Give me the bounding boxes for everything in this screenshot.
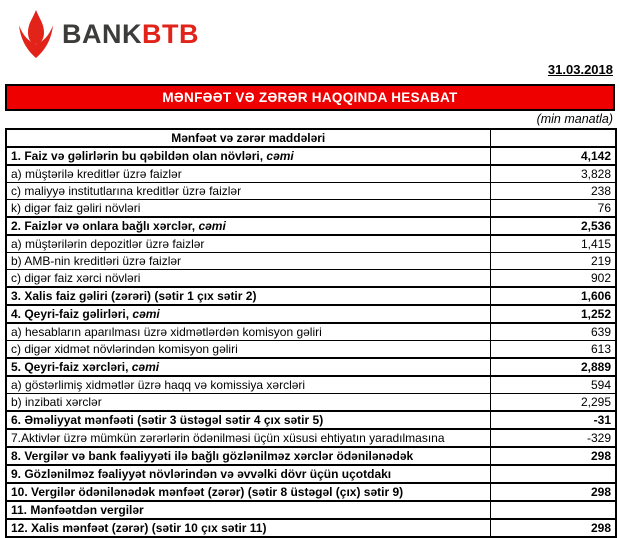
profit-loss-table <box>5 128 617 538</box>
table-row <box>6 501 616 519</box>
items-column-header: Mənfəət və zərər maddələri <box>6 129 490 147</box>
row-value: 238 <box>490 183 616 200</box>
report-date: 31.03.2018 <box>547 62 613 77</box>
row-label: a) müştərilə kreditlər üzrə faizlər <box>11 166 182 181</box>
row-label: 6. Əməliyyat mənfəəti (sətir 3 üstəgəl sətir 4 çıx sətir 5) <box>11 412 324 427</box>
row-label-italic: cəmi <box>132 306 160 321</box>
row-value: 76 <box>490 200 616 218</box>
row-label: 5. Qeyri-faiz xərcləri, <box>11 359 132 374</box>
row-value: 1,606 <box>490 287 616 305</box>
row-value: -31 <box>490 411 616 429</box>
table-row <box>6 429 616 447</box>
row-value: 298 <box>490 483 616 501</box>
flame-icon <box>16 9 56 59</box>
table-row <box>6 323 616 341</box>
row-value: -329 <box>490 429 616 447</box>
row-value: 1,252 <box>490 305 616 323</box>
row-label: a) hesabların aparılması üzrə xidmətlərdən komisyon gəliri <box>11 324 322 339</box>
row-label: 9. Gözlənilməz fəaliyyət növlərindən və əvvəlki dövr üçün uçotdakı <box>11 466 392 481</box>
row-value: 298 <box>490 447 616 465</box>
row-label-italic: cəmi <box>266 148 294 163</box>
row-label: a) göstərlimiş xidmətlər üzrə haqq və komissiya xərcləri <box>11 377 306 392</box>
table-row <box>6 270 616 288</box>
logo-bank-word: BANK <box>62 19 142 49</box>
row-label: b) AMB-nin kreditləri üzrə faizlər <box>11 253 182 268</box>
table-row <box>6 165 616 183</box>
row-value: 594 <box>490 376 616 394</box>
table-row <box>6 183 616 200</box>
row-label: 8. Vergilər və bank fəaliyyəti ilə bağlı gözlənilməz xərclər ödənilənədək <box>11 448 414 463</box>
table-row <box>6 411 616 429</box>
bank-logo-text <box>62 9 199 59</box>
value-column-header <box>490 129 616 147</box>
row-value: 2,889 <box>490 358 616 376</box>
row-value: 219 <box>490 253 616 270</box>
row-value: 3,828 <box>490 165 616 183</box>
row-value: 4,142 <box>490 147 616 165</box>
table-row <box>6 217 616 235</box>
row-value <box>490 465 616 483</box>
row-label: c) maliyyə institutlarına kreditlər üzrə faizlər <box>11 183 242 198</box>
row-label: 11. Mənfəətdən vergilər <box>11 502 144 517</box>
row-label: a) müştərilərin depozitlər üzrə faizlər <box>11 236 205 251</box>
row-label: 7.Aktivlər üzrə mümkün zərərlərin ödənilməsi üçün xüsusi ehtiyatın yaradılmasına <box>11 430 445 445</box>
row-label: k) digər faiz gəliri növləri <box>11 200 141 215</box>
row-value: 902 <box>490 270 616 288</box>
unit-note: (min manatla) <box>536 112 613 126</box>
table-row <box>6 253 616 270</box>
table-row <box>6 341 616 359</box>
row-label: 12. Xalis mənfəət (zərər) (sətir 10 çıx sətir 11) <box>11 520 267 535</box>
row-label-italic: cəmi <box>198 218 226 233</box>
bank-logo <box>0 0 620 60</box>
row-label: 4. Qeyri-faiz gəlirləri, <box>11 306 133 321</box>
table-row <box>6 235 616 253</box>
row-value: 613 <box>490 341 616 359</box>
table-row <box>6 200 616 218</box>
logo-btb-word: BTB <box>142 19 199 49</box>
table-row <box>6 305 616 323</box>
row-label-italic: cəmi <box>131 359 160 374</box>
report-title: MƏNFƏƏT VƏ ZƏRƏR HAQQINDA HESABAT <box>162 90 458 105</box>
report-title-banner <box>5 84 615 111</box>
table-row <box>6 376 616 394</box>
row-label: 2. Faizlər və onlara bağlı xərclər, <box>11 218 199 233</box>
table-row <box>6 287 616 305</box>
row-label: c) digər xidmət növlərindən komisyon gəliri <box>11 341 238 356</box>
row-value: 2,536 <box>490 217 616 235</box>
table-row <box>6 147 616 165</box>
table-row <box>6 358 616 376</box>
table-header-row <box>6 129 616 147</box>
row-label: c) digər faiz xərci növləri <box>11 270 141 285</box>
row-label: 3. Xalis faiz gəliri (zərəri) (sətir 1 çıx sətir 2) <box>11 288 257 303</box>
table-row <box>6 519 616 537</box>
table-row <box>6 447 616 465</box>
table-row <box>6 394 616 412</box>
row-label: 1. Faiz və gəlirlərin bu qəbildən olan növləri, <box>11 148 267 163</box>
row-value: 2,295 <box>490 394 616 412</box>
row-value: 639 <box>490 323 616 341</box>
row-value: 1,415 <box>490 235 616 253</box>
row-label: 10. Vergilər ödənilənədək mənfəət (zərər) (sətir 8 üstəgəl (çıx) sətir 9) <box>11 484 404 499</box>
row-label: b) inzibati xərclər <box>11 394 102 409</box>
table-row <box>6 465 616 483</box>
row-value <box>490 501 616 519</box>
table-row <box>6 483 616 501</box>
row-value: 298 <box>490 519 616 537</box>
